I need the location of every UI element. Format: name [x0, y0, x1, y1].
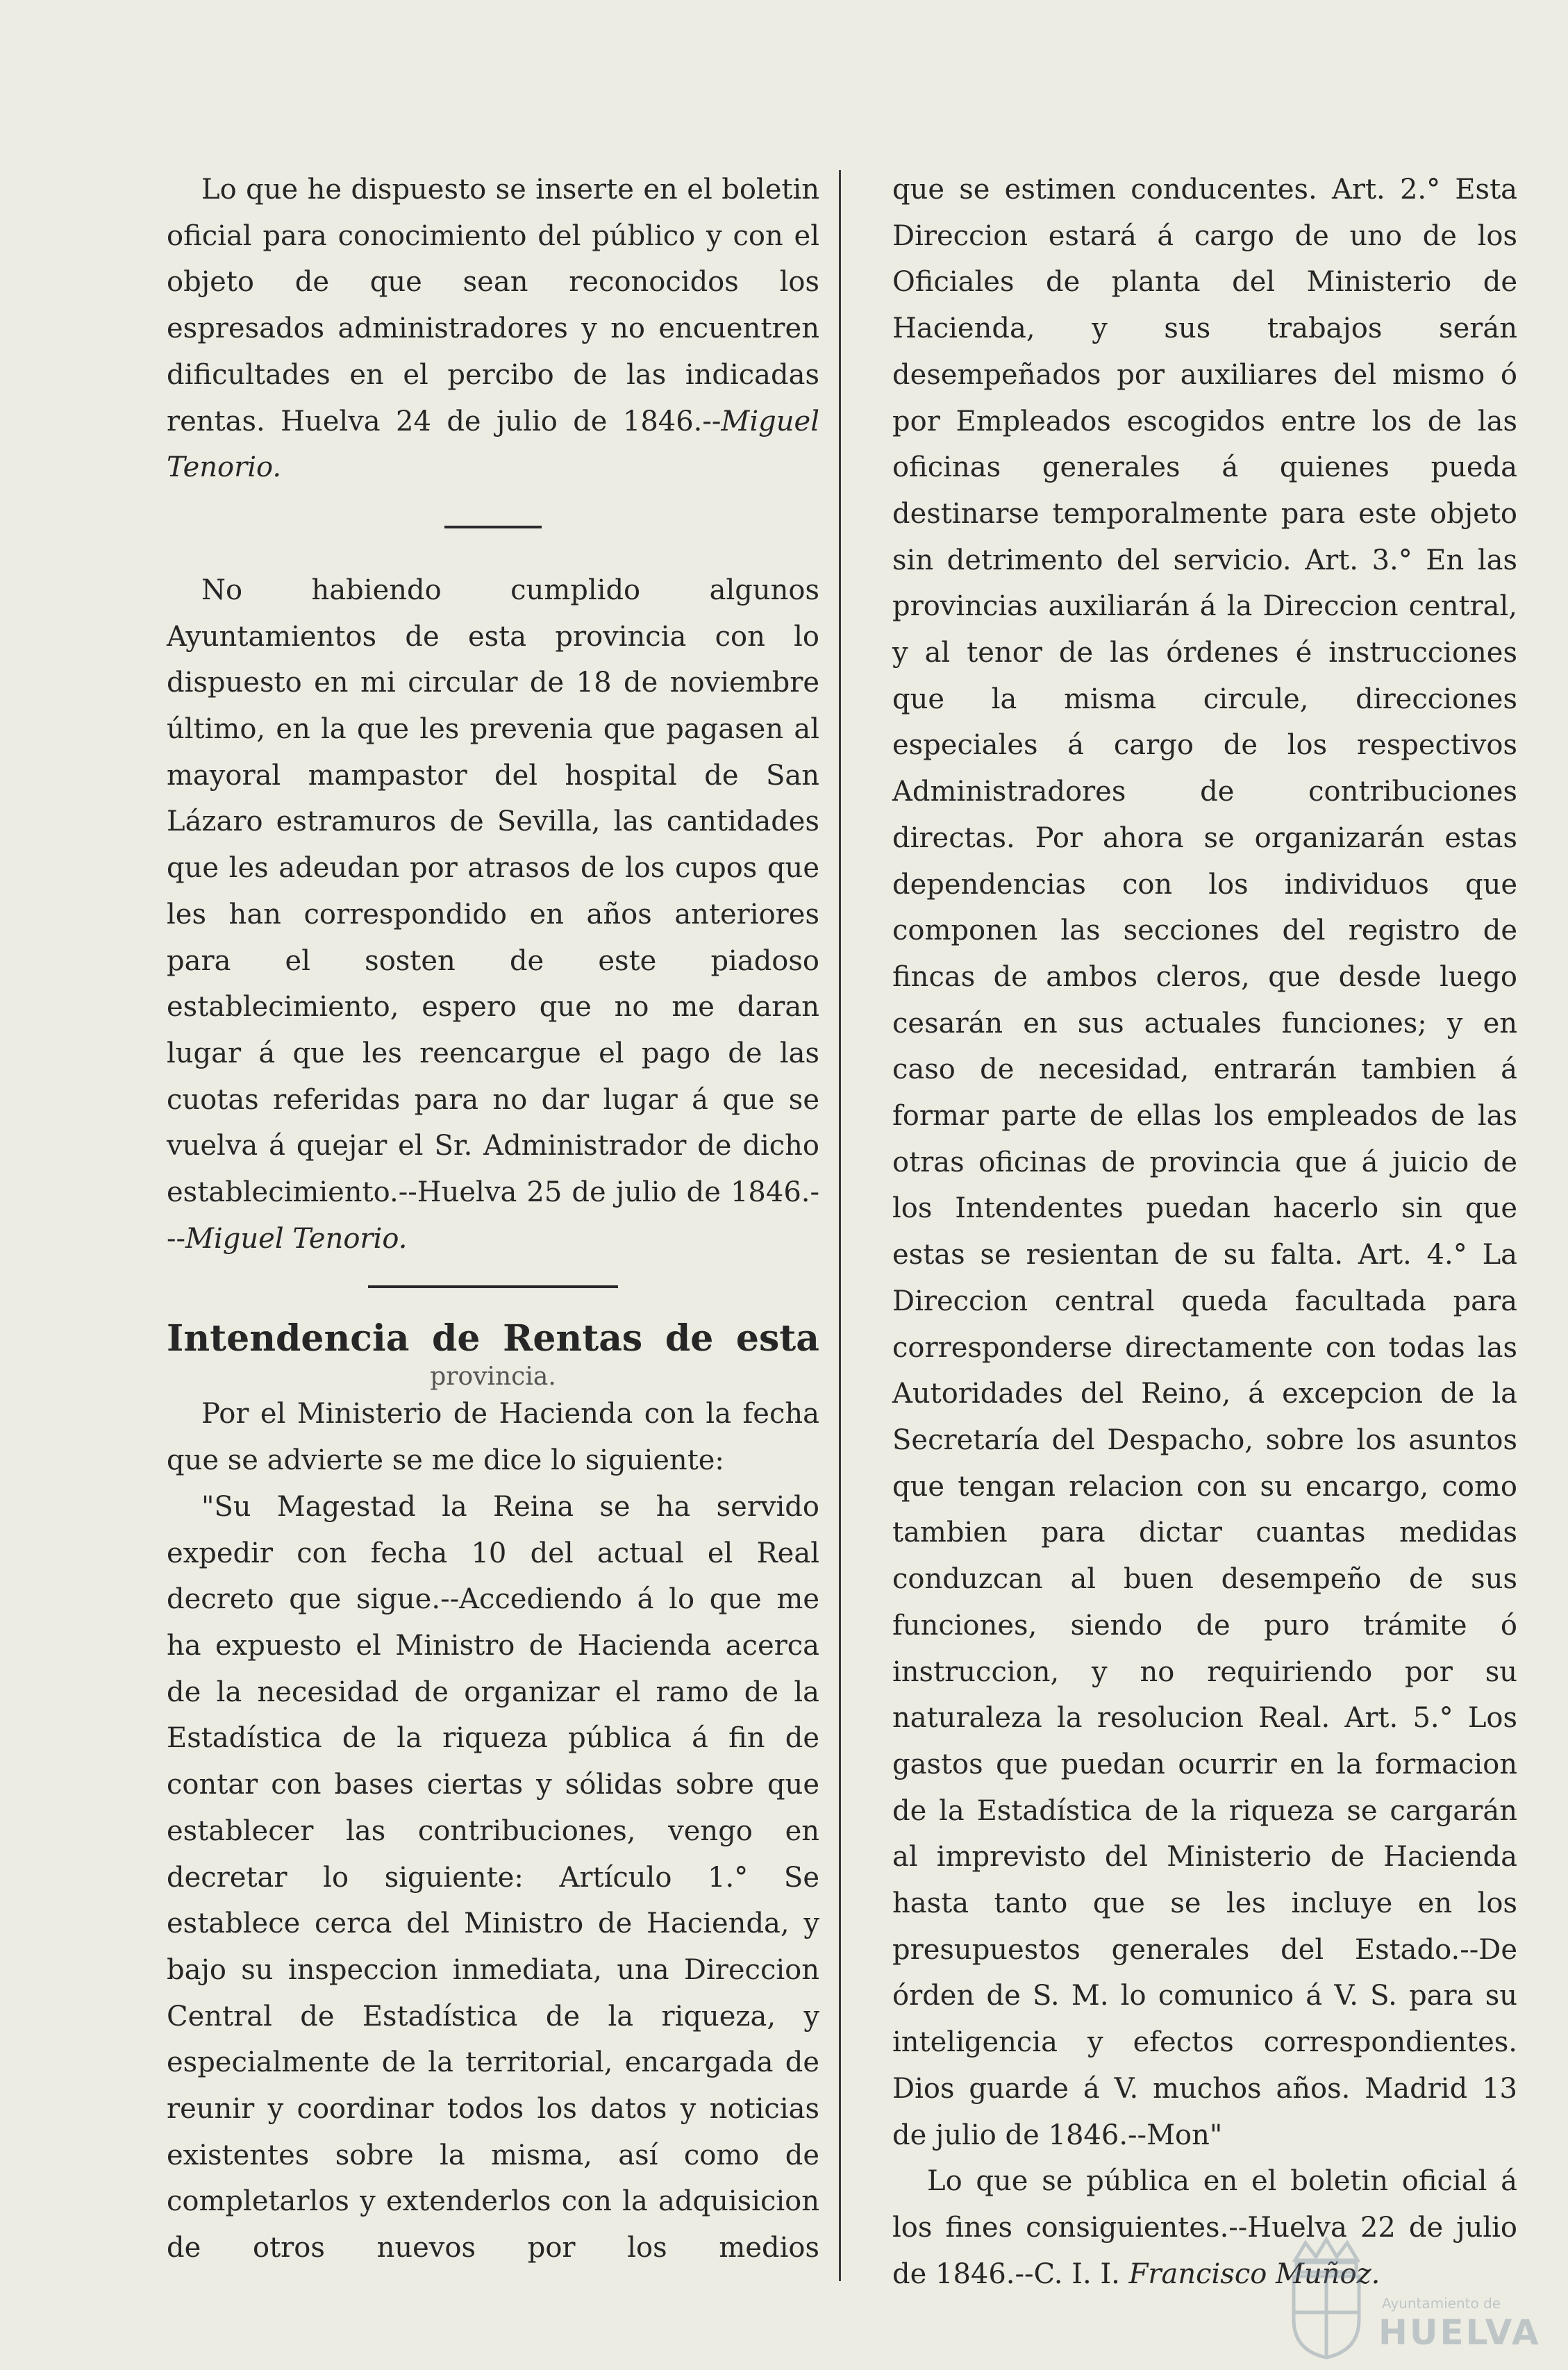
watermark-ayuntamiento-huelva [1281, 2229, 1541, 2361]
column-divider [839, 170, 841, 2281]
watermark-text-small: Ayuntamiento de [1382, 2295, 1501, 2312]
signature-miguel-tenorio: Miguel Tenorio. [185, 1222, 408, 1255]
paragraph-text: No habiendo cumplido algunos Ayuntamientos de esta provincia con lo dispuesto en mi circular de 18 de noviembre último, en la que les prevenia que pagasen al mayoral mampastor del hospital de San Lázaro estramuros de Sevilla, las cantidades que les adeudan por atrasos de los cupos que les han correspondido en años anteriores para el sosten de este piadoso establecimiento, espero que no me daran lugar á que les reencargue el pago de las cuotas referidas para no dar lugar á que se vuelva á quejar el Sr. Administrador de dicho establecimiento.--Huelva 25 de julio de 1846.--- [167, 574, 819, 1255]
paragraph-decree-continued: que se estimen conducentes. Art. 2.° Esta Direccion estará á cargo de uno de los Oficiales de planta del Ministerio de Hacienda, y sus trabajos serán desempeñados por auxiliares del mismo ó por Empleados escogidos entre los de las oficinas generales á quienes pueda destinarse temporalmente para este objeto sin detrimento del servicio. Art. 3.° En las provincias auxiliarán á la Direccion central, y al tenor de las órdenes é instrucciones que la misma circule, direcciones especiales á cargo de los respectivos Administradores de contribuciones directas. Por ahora se organizarán estas dependencias con los individuos que componen las secciones del registro de fincas de ambos cleros, que desde luego cesarán en sus actuales funciones; y en caso de necesidad, entrarán tambien á formar parte de ellas los empleados de las otras oficinas de provincia que á juicio de los Intendentes puedan hacerlo sin que estas se resientan de su falta. Art. 4.° La Direccion central queda facultada para corresponderse directamente con todas las Autoridades del Reino, á excepcion de la Secretaría del Despacho, sobre los asuntos que tengan relacion con su encargo, como tambien para dictar cuantas medidas conduzcan al buen desempeño de sus funciones, siendo de puro trámite ó instruccion, y no requiriendo por su naturaleza la resolucion Real. Art. 5.° Los gastos que puedan ocurrir en la formacion de la Estadística de la riqueza se cargarán al imprevisto del Ministerio de Hacienda hasta tanto que se les incluye en los presupuestos generales del Estado.--De órden de S. M. lo comunico á V. S. para su inteligencia y efectos correspondientes. Dios guarde á V. muchos años. Madrid 13 de julio de 1846.--Mon" [892, 174, 1517, 2151]
watermark-text-big: HUELVA [1378, 2312, 1541, 2353]
paragraph-text: Lo que he dispuesto se inserte en el boletin oficial para conocimiento del público y con el objeto de que sean reconocidos los espresados administradores y no encuentren dificultades en el percibo de las indicadas rentas. Huelva 24 de julio de 1846.-- [167, 174, 819, 437]
crest-icon [1281, 2229, 1371, 2361]
paragraph-text: Lo que se pública en el boletin oficial á los fines consiguientes.--Huelva 22 de julio de 1846.--C. I. I. [892, 2165, 1517, 2290]
paragraph-ministry-intro: Por el Ministerio de Hacienda con la fecha que se advierte se me dice lo siguiente: [167, 1398, 819, 1477]
signature-miguel-tenorio: Miguel Tenorio. [167, 405, 819, 484]
right-column [892, 167, 1517, 2297]
paragraph-announcement-administrators [167, 167, 819, 491]
section-divider [444, 526, 542, 528]
left-column [167, 167, 819, 2271]
section-subheading: provincia. [430, 1362, 556, 1392]
paragraph-ayuntamientos-notice [167, 567, 819, 1262]
section-heading: Intendencia de Rentas de esta [167, 1317, 819, 1360]
paragraph-royal-decree: "Su Magestad la Reina se ha servido expedir con fecha 10 del actual el Real decreto que sigue.--Accediendo á lo que me ha expuesto el Ministro de Hacienda acerca de la necesidad de organizar el ramo de la Estadística de la riqueza pública á fin de contar con bases ciertas y sólidas sobre que establecer las contribuciones, vengo en decretar lo siguiente: Artículo 1.° Se establece cerca del Ministro de Hacienda, y bajo su inspeccion inmediata, una Direccion Central de Estadística de la riqueza, y especialmente de la territorial, encargada de reunir y coordinar todos los datos y noticias existentes sobre la misma, así como de completarlos y extenderlos con la adquisicion de otros nuevos por los medios [167, 1490, 819, 2264]
signature-francisco-munoz: Francisco Muñoz. [1128, 2258, 1381, 2290]
section-divider [368, 1285, 618, 1288]
